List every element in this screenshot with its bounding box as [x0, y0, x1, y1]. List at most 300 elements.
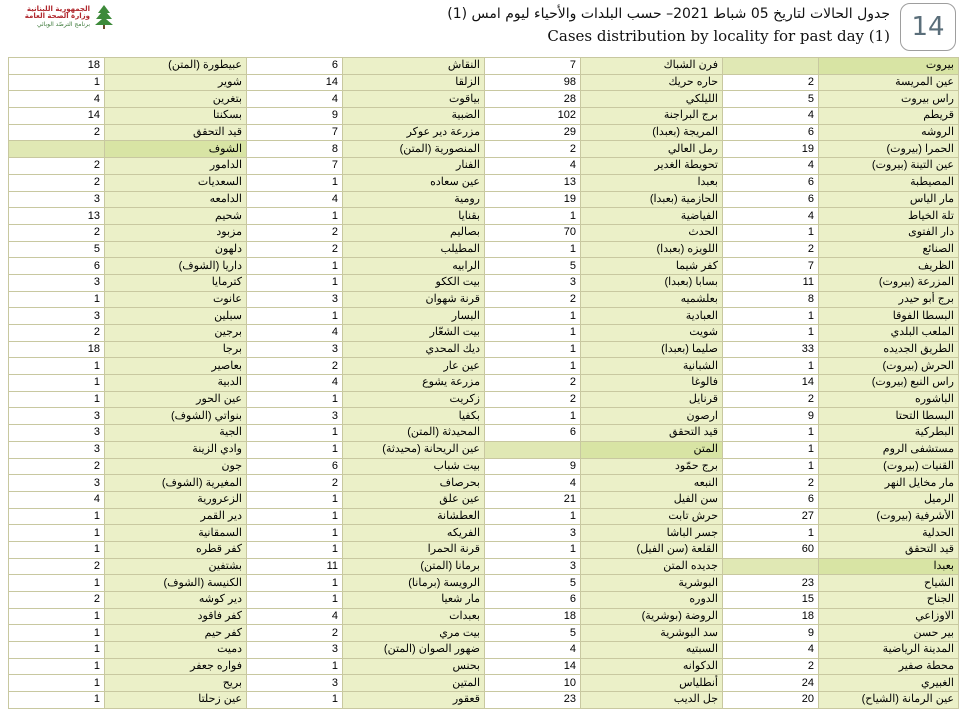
- locality-name-cell: قرنايل: [581, 391, 723, 408]
- case-count-cell: 1: [485, 341, 581, 358]
- case-count-cell: 4: [9, 491, 105, 508]
- case-count-cell: 1: [9, 658, 105, 675]
- table-row: [9, 375, 959, 392]
- case-count-cell: 1: [247, 174, 343, 191]
- locality-name-cell: الحدث: [581, 224, 723, 241]
- case-count-cell: 27: [723, 508, 819, 525]
- locality-name-cell: بعبدا: [581, 174, 723, 191]
- case-count-cell: 3: [9, 475, 105, 492]
- case-count-cell: 11: [247, 558, 343, 575]
- case-count-cell: 1: [247, 575, 343, 592]
- case-count-cell: 4: [723, 208, 819, 225]
- table-row: [9, 74, 959, 91]
- case-count-cell: 2: [9, 458, 105, 475]
- case-count-cell: 2: [247, 625, 343, 642]
- case-count-cell: 1: [485, 508, 581, 525]
- locality-name-cell: الغبيري: [819, 675, 959, 692]
- case-count-cell: 2: [485, 141, 581, 158]
- locality-name-cell: بيت مري: [343, 625, 485, 642]
- case-count-cell: 18: [485, 608, 581, 625]
- locality-name-cell: بقنايا: [343, 208, 485, 225]
- locality-name-cell: عين المريسة: [819, 74, 959, 91]
- case-count-cell: [9, 141, 105, 158]
- case-count-cell: 10: [485, 675, 581, 692]
- case-count-cell: 23: [485, 692, 581, 709]
- locality-name-cell: العبادية: [581, 308, 723, 325]
- locality-cases-table: [8, 57, 959, 709]
- locality-name-cell: المصيطبة: [819, 174, 959, 191]
- locality-name-cell: جديده المتن: [581, 558, 723, 575]
- case-count-cell: 102: [485, 108, 581, 125]
- table-row: [9, 208, 959, 225]
- case-count-cell: 1: [247, 592, 343, 609]
- locality-name-cell: جسر الباشا: [581, 525, 723, 542]
- case-count-cell: 4: [485, 642, 581, 659]
- case-count-cell: 60: [723, 541, 819, 558]
- case-count-cell: 4: [247, 325, 343, 342]
- case-count-cell: 1: [9, 391, 105, 408]
- locality-name-cell: المحيدثة (المتن): [343, 425, 485, 442]
- case-count-cell: 70: [485, 224, 581, 241]
- case-count-cell: 4: [9, 91, 105, 108]
- case-count-cell: 6: [723, 174, 819, 191]
- locality-name-cell: المتين: [343, 675, 485, 692]
- locality-name-cell: العطشانة: [343, 508, 485, 525]
- locality-name-cell: بكفيا: [343, 408, 485, 425]
- case-count-cell: 21: [485, 491, 581, 508]
- locality-name-cell: كفر فاقود: [105, 608, 247, 625]
- case-count-cell: 4: [247, 191, 343, 208]
- locality-name-cell: دير القمر: [105, 508, 247, 525]
- case-count-cell: 1: [247, 274, 343, 291]
- case-count-cell: 2: [723, 74, 819, 91]
- locality-name-cell: مار شعيا: [343, 592, 485, 609]
- case-count-cell: 1: [247, 258, 343, 275]
- locality-name-cell: بشتفين: [105, 558, 247, 575]
- locality-name-cell: برجا: [105, 341, 247, 358]
- locality-name-cell: بصاليم: [343, 224, 485, 241]
- page-title-english: Cases distribution by locality for past day (1): [547, 27, 890, 45]
- case-count-cell: 3: [485, 525, 581, 542]
- case-count-cell: 18: [723, 608, 819, 625]
- locality-name-cell: بير حسن: [819, 625, 959, 642]
- case-count-cell: 4: [485, 158, 581, 175]
- region-header-cell: الشوف: [105, 141, 247, 158]
- locality-name-cell: بيت شباب: [343, 458, 485, 475]
- case-count-cell: 1: [247, 425, 343, 442]
- case-count-cell: 14: [485, 658, 581, 675]
- logo-line-2: وزارة الصحة العامة: [24, 12, 90, 20]
- locality-name-cell: مزبود: [105, 224, 247, 241]
- locality-name-cell: الدوره: [581, 592, 723, 609]
- case-count-cell: 2: [485, 391, 581, 408]
- locality-name-cell: عين سعاده: [343, 174, 485, 191]
- case-count-cell: 2: [9, 325, 105, 342]
- locality-name-cell: المدينة الرياضية: [819, 642, 959, 659]
- case-count-cell: 1: [9, 74, 105, 91]
- case-count-cell: 1: [9, 625, 105, 642]
- locality-name-cell: سد البوشرية: [581, 625, 723, 642]
- locality-name-cell: فواره جعفر: [105, 658, 247, 675]
- table-row: [9, 525, 959, 542]
- case-count-cell: 1: [485, 541, 581, 558]
- case-count-cell: 1: [247, 391, 343, 408]
- locality-name-cell: بسكنتا: [105, 108, 247, 125]
- locality-name-cell: رومية: [343, 191, 485, 208]
- locality-name-cell: السعديات: [105, 174, 247, 191]
- case-count-cell: 2: [247, 358, 343, 375]
- locality-name-cell: عبيطورة (المتن): [105, 58, 247, 75]
- logo-line-3: برنامج الترصّد الوبائي: [36, 21, 90, 28]
- case-count-cell: 7: [485, 58, 581, 75]
- case-count-cell: 2: [247, 241, 343, 258]
- case-count-cell: 1: [9, 375, 105, 392]
- locality-name-cell: قرنة شهوان: [343, 291, 485, 308]
- case-count-cell: 5: [485, 625, 581, 642]
- case-count-cell: 1: [9, 358, 105, 375]
- locality-name-cell: الدبية: [105, 375, 247, 392]
- locality-name-cell: الدكوانه: [581, 658, 723, 675]
- case-count-cell: 1: [247, 525, 343, 542]
- case-count-cell: 2: [723, 241, 819, 258]
- case-count-cell: 15: [723, 592, 819, 609]
- locality-name-cell: الرميل: [819, 491, 959, 508]
- logo-line-1: الجمهورية اللبنانية: [26, 5, 90, 13]
- case-count-cell: 6: [723, 124, 819, 141]
- case-count-cell: 2: [9, 592, 105, 609]
- locality-name-cell: عين عار: [343, 358, 485, 375]
- table-row: [9, 458, 959, 475]
- case-count-cell: 1: [247, 508, 343, 525]
- case-count-cell: 7: [247, 158, 343, 175]
- locality-name-cell: دار الفتوى: [819, 224, 959, 241]
- locality-name-cell: الجية: [105, 425, 247, 442]
- case-count-cell: 29: [485, 124, 581, 141]
- case-count-cell: 6: [485, 425, 581, 442]
- locality-name-cell: الحازمية (بعبدا): [581, 191, 723, 208]
- page-number-badge: 14: [900, 3, 956, 51]
- table-row: [9, 325, 959, 342]
- table-row: [9, 124, 959, 141]
- table-row: [9, 692, 959, 709]
- case-count-cell: 1: [247, 541, 343, 558]
- locality-name-cell: تحويطة الغدير: [581, 158, 723, 175]
- locality-name-cell: قيد التحقق: [581, 425, 723, 442]
- locality-name-cell: حرش تابت: [581, 508, 723, 525]
- table-row: [9, 274, 959, 291]
- case-count-cell: 2: [247, 224, 343, 241]
- locality-name-cell: برجين: [105, 325, 247, 342]
- locality-name-cell: كترمايا: [105, 274, 247, 291]
- table-row: [9, 391, 959, 408]
- case-count-cell: 3: [9, 308, 105, 325]
- case-count-cell: 6: [723, 191, 819, 208]
- locality-name-cell: شوير: [105, 74, 247, 91]
- case-count-cell: 7: [723, 258, 819, 275]
- case-count-cell: 3: [9, 408, 105, 425]
- locality-name-cell: النبعه: [581, 475, 723, 492]
- case-count-cell: 1: [485, 241, 581, 258]
- locality-name-cell: راس بيروت: [819, 91, 959, 108]
- case-count-cell: 3: [247, 341, 343, 358]
- locality-name-cell: المطيلب: [343, 241, 485, 258]
- locality-name-cell: عين الحور: [105, 391, 247, 408]
- case-count-cell: 1: [247, 692, 343, 709]
- case-count-cell: 1: [723, 525, 819, 542]
- locality-name-cell: أنطلياس: [581, 675, 723, 692]
- table-row: [9, 642, 959, 659]
- case-count-cell: 1: [723, 325, 819, 342]
- locality-name-cell: الملعب البلدي: [819, 325, 959, 342]
- locality-name-cell: كفر حيم: [105, 625, 247, 642]
- locality-name-cell: دلهون: [105, 241, 247, 258]
- case-count-cell: 2: [9, 174, 105, 191]
- locality-name-cell: بحرصاف: [343, 475, 485, 492]
- case-count-cell: 1: [9, 675, 105, 692]
- case-count-cell: 4: [723, 642, 819, 659]
- locality-name-cell: بياقوت: [343, 91, 485, 108]
- case-count-cell: 4: [723, 158, 819, 175]
- locality-name-cell: قيد التحقق: [819, 541, 959, 558]
- locality-name-cell: رمل العالي: [581, 141, 723, 158]
- locality-name-cell: ارصون: [581, 408, 723, 425]
- case-count-cell: 1: [247, 491, 343, 508]
- table-row: [9, 341, 959, 358]
- locality-name-cell: الدامعه: [105, 191, 247, 208]
- case-count-cell: 2: [9, 558, 105, 575]
- case-count-cell: 13: [9, 208, 105, 225]
- region-header-cell: بيروت: [819, 58, 959, 75]
- table-row: [9, 575, 959, 592]
- locality-name-cell: زكريت: [343, 391, 485, 408]
- locality-name-cell: الدامور: [105, 158, 247, 175]
- case-count-cell: [723, 558, 819, 575]
- locality-name-cell: السمقانية: [105, 525, 247, 542]
- locality-name-cell: الفريكه: [343, 525, 485, 542]
- case-count-cell: 6: [485, 592, 581, 609]
- case-count-cell: 1: [485, 408, 581, 425]
- locality-name-cell: عين الريحانة (محيدثة): [343, 441, 485, 458]
- locality-name-cell: الصنائع: [819, 241, 959, 258]
- table-row: [9, 258, 959, 275]
- case-count-cell: 18: [9, 58, 105, 75]
- locality-name-cell: الحدلية: [819, 525, 959, 542]
- case-count-cell: 1: [9, 291, 105, 308]
- locality-name-cell: عين زحلتا: [105, 692, 247, 709]
- table-row: [9, 241, 959, 258]
- locality-name-cell: جون: [105, 458, 247, 475]
- locality-name-cell: سبلين: [105, 308, 247, 325]
- case-count-cell: 5: [485, 258, 581, 275]
- case-count-cell: 1: [247, 441, 343, 458]
- locality-name-cell: عانوت: [105, 291, 247, 308]
- table-row: [9, 592, 959, 609]
- case-count-cell: 1: [9, 508, 105, 525]
- locality-name-cell: الفياضية: [581, 208, 723, 225]
- locality-name-cell: شويت: [581, 325, 723, 342]
- locality-name-cell: الليلكي: [581, 91, 723, 108]
- case-count-cell: 9: [723, 408, 819, 425]
- locality-name-cell: بيت الككو: [343, 274, 485, 291]
- locality-name-cell: قريطم: [819, 108, 959, 125]
- table-row: [9, 174, 959, 191]
- locality-name-cell: الفنار: [343, 158, 485, 175]
- locality-name-cell: بعاصير: [105, 358, 247, 375]
- locality-name-cell: البسطا الفوقا: [819, 308, 959, 325]
- locality-name-cell: الظريف: [819, 258, 959, 275]
- case-count-cell: 1: [723, 358, 819, 375]
- locality-name-cell: برمانا (المتن): [343, 558, 485, 575]
- case-count-cell: 1: [9, 692, 105, 709]
- case-count-cell: 1: [723, 425, 819, 442]
- table-row: [9, 441, 959, 458]
- locality-name-cell: الباشوره: [819, 391, 959, 408]
- locality-name-cell: بيت الشعّار: [343, 325, 485, 342]
- table-row: [9, 508, 959, 525]
- locality-name-cell: سن الفيل: [581, 491, 723, 508]
- table-row: [9, 558, 959, 575]
- case-count-cell: 6: [9, 258, 105, 275]
- locality-name-cell: راس النبع (بيروت): [819, 375, 959, 392]
- locality-name-cell: مار الياس: [819, 191, 959, 208]
- region-header-cell: المتن: [581, 441, 723, 458]
- case-count-cell: 20: [723, 692, 819, 709]
- case-count-cell: 2: [9, 124, 105, 141]
- case-count-cell: 1: [485, 208, 581, 225]
- case-count-cell: 3: [9, 191, 105, 208]
- locality-name-cell: الحمرا (بيروت): [819, 141, 959, 158]
- case-count-cell: 24: [723, 675, 819, 692]
- locality-name-cell: السبتيه: [581, 642, 723, 659]
- case-count-cell: 1: [247, 308, 343, 325]
- locality-name-cell: قيد التحقق: [105, 124, 247, 141]
- locality-name-cell: البطركية: [819, 425, 959, 442]
- table-row: [9, 608, 959, 625]
- locality-name-cell: القلعة (سن الفيل): [581, 541, 723, 558]
- locality-name-cell: قرنة الحمرا: [343, 541, 485, 558]
- case-count-cell: 8: [247, 141, 343, 158]
- table-row: [9, 425, 959, 442]
- locality-name-cell: الرويسة (برمانا): [343, 575, 485, 592]
- table-row: [9, 541, 959, 558]
- case-count-cell: 14: [723, 375, 819, 392]
- case-count-cell: 2: [485, 291, 581, 308]
- case-count-cell: 4: [247, 375, 343, 392]
- table-row: [9, 224, 959, 241]
- table-row: [9, 658, 959, 675]
- table-row: [9, 291, 959, 308]
- locality-name-cell: كفر قطره: [105, 541, 247, 558]
- locality-name-cell: المريجة (بعبدا): [581, 124, 723, 141]
- case-count-cell: 4: [247, 91, 343, 108]
- locality-name-cell: كفر شيما: [581, 258, 723, 275]
- locality-name-cell: الكنيسة (الشوف): [105, 575, 247, 592]
- locality-name-cell: الأشرفية (بيروت): [819, 508, 959, 525]
- case-count-cell: 19: [485, 191, 581, 208]
- case-count-cell: 1: [723, 441, 819, 458]
- table-row: [9, 625, 959, 642]
- case-count-cell: 23: [723, 575, 819, 592]
- locality-name-cell: برج حمّود: [581, 458, 723, 475]
- case-count-cell: 1: [723, 308, 819, 325]
- case-count-cell: 3: [247, 291, 343, 308]
- locality-name-cell: البسطا التحتا: [819, 408, 959, 425]
- locality-name-cell: الضبية: [343, 108, 485, 125]
- case-count-cell: 4: [485, 475, 581, 492]
- table-row: [9, 475, 959, 492]
- case-count-cell: [723, 58, 819, 75]
- locality-name-cell: ضهور الصوان (المتن): [343, 642, 485, 659]
- case-count-cell: 1: [9, 525, 105, 542]
- locality-name-cell: جل الديب: [581, 692, 723, 709]
- locality-name-cell: الاوزاعي: [819, 608, 959, 625]
- case-count-cell: 2: [723, 391, 819, 408]
- table-row: [9, 675, 959, 692]
- case-count-cell: 28: [485, 91, 581, 108]
- locality-name-cell: شحيم: [105, 208, 247, 225]
- locality-name-cell: حاره حريك: [581, 74, 723, 91]
- page-header: [0, 0, 960, 52]
- case-count-cell: 6: [247, 58, 343, 75]
- case-count-cell: 3: [247, 642, 343, 659]
- table-row: [9, 308, 959, 325]
- table-row: [9, 91, 959, 108]
- table-row: [9, 141, 959, 158]
- case-count-cell: 9: [485, 458, 581, 475]
- locality-name-cell: الحرش (بيروت): [819, 358, 959, 375]
- locality-name-cell: صليما (بعبدا): [581, 341, 723, 358]
- locality-name-cell: برج أبو حيدر: [819, 291, 959, 308]
- locality-name-cell: المغيرية (الشوف): [105, 475, 247, 492]
- locality-name-cell: قعقور: [343, 692, 485, 709]
- case-count-cell: 1: [723, 224, 819, 241]
- locality-name-cell: دميت: [105, 642, 247, 659]
- case-count-cell: 11: [723, 274, 819, 291]
- case-count-cell: 1: [9, 541, 105, 558]
- locality-name-cell: محطة صفير: [819, 658, 959, 675]
- case-count-cell: 18: [9, 341, 105, 358]
- case-count-cell: 2: [723, 658, 819, 675]
- case-count-cell: 6: [723, 491, 819, 508]
- locality-name-cell: الروشه: [819, 124, 959, 141]
- table-row: [9, 191, 959, 208]
- case-count-cell: 2: [247, 475, 343, 492]
- ministry-logo: [4, 2, 114, 32]
- locality-name-cell: الجناح: [819, 592, 959, 609]
- case-count-cell: 1: [9, 642, 105, 659]
- case-count-cell: 2: [485, 375, 581, 392]
- locality-name-cell: الروضة (بوشرية): [581, 608, 723, 625]
- case-count-cell: 2: [723, 475, 819, 492]
- locality-name-cell: ديك المحدي: [343, 341, 485, 358]
- locality-name-cell: البوشرية: [581, 575, 723, 592]
- locality-name-cell: بعبدات: [343, 608, 485, 625]
- locality-name-cell: الشياح: [819, 575, 959, 592]
- case-count-cell: 9: [247, 108, 343, 125]
- locality-name-cell: بريح: [105, 675, 247, 692]
- case-count-cell: 3: [9, 274, 105, 291]
- case-count-cell: 1: [247, 208, 343, 225]
- table-row: [9, 108, 959, 125]
- case-count-cell: 3: [9, 441, 105, 458]
- locality-name-cell: دير كوشه: [105, 592, 247, 609]
- case-count-cell: 2: [9, 224, 105, 241]
- case-count-cell: 1: [9, 608, 105, 625]
- locality-name-cell: الرابيه: [343, 258, 485, 275]
- table-row: [9, 58, 959, 75]
- case-count-cell: 9: [723, 625, 819, 642]
- locality-name-cell: بنواتي (الشوف): [105, 408, 247, 425]
